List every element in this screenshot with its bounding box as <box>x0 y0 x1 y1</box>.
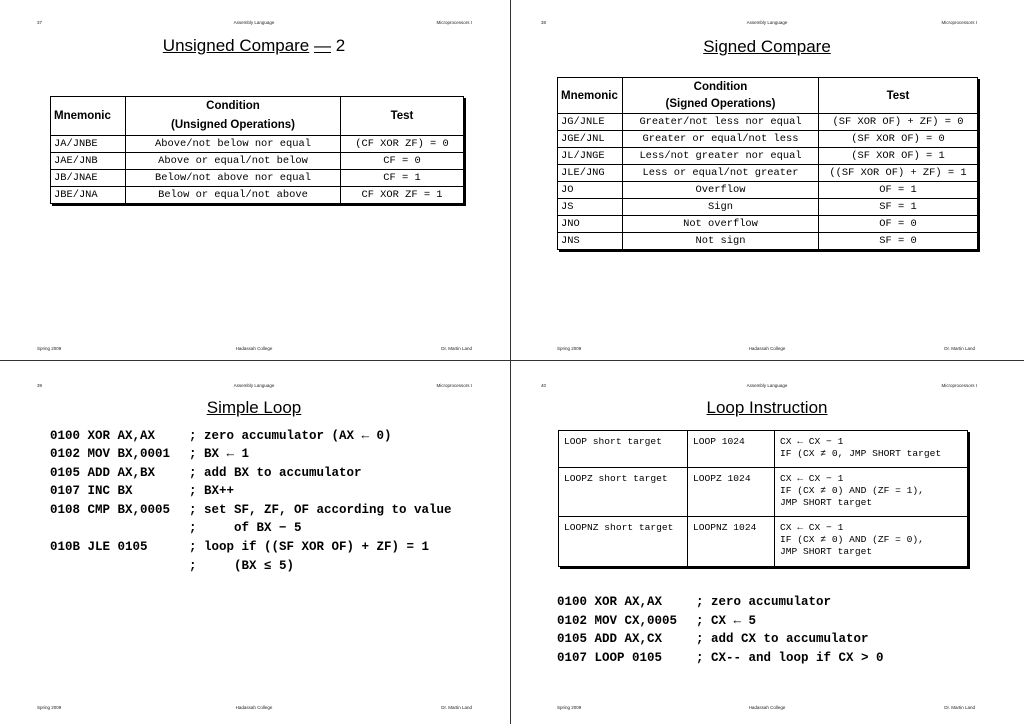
header-subject: Microprocessors I <box>941 383 977 388</box>
footer-author: Dr. Martin Land <box>944 705 975 710</box>
cell-effect: CX ← CX − 1 IF (CX ≠ 0, JMP SHORT target <box>775 431 968 468</box>
code-instruction: 0105 ADD AX,BX <box>50 466 156 480</box>
table-row <box>559 431 968 468</box>
cell-test: (SF XOR OF) = 0 <box>819 131 978 148</box>
table-row <box>559 517 968 567</box>
footer-author: Dr. Martin Land <box>441 346 472 351</box>
slide-title <box>513 398 1021 418</box>
code-instruction: 0102 MOV BX,0001 <box>50 447 171 461</box>
cell-condition: Above/not below nor equal <box>126 136 341 153</box>
condition-label: Condition <box>206 100 260 112</box>
condition-sub-label: (Unsigned Operations) <box>171 119 295 131</box>
horizontal-divider <box>0 360 1024 361</box>
cell-mnemonic: JB/JNAE <box>51 170 126 187</box>
footer-college: Hadassah College <box>748 346 786 351</box>
header-course: Assembly Language <box>233 20 275 25</box>
cell-example: LOOPZ 1024 <box>688 468 775 517</box>
cell-condition: Above or equal/not below <box>126 153 341 170</box>
cell-condition: Greater or equal/not less <box>623 131 819 148</box>
code-comment: ; BX ← 1 <box>189 447 250 461</box>
cell-test: SF = 1 <box>819 199 978 216</box>
cell-test: ((SF XOR OF) + ZF) = 1 <box>819 165 978 182</box>
cell-condition: Overflow <box>623 182 819 199</box>
table-row <box>51 136 464 153</box>
code-comment: ; BX++ <box>189 484 235 498</box>
cell-test: CF = 0 <box>341 153 464 170</box>
cell-syntax: LOOP short target <box>559 431 688 468</box>
code-instruction: 010B JLE 0105 <box>50 540 148 554</box>
table-row <box>558 199 978 216</box>
title-dash: — <box>314 36 331 55</box>
cell-test: OF = 0 <box>819 216 978 233</box>
code-instruction: 0107 INC BX <box>50 484 133 498</box>
signed-compare-table <box>557 77 978 250</box>
code-comment: ; CX-- and loop if CX > 0 <box>696 651 884 665</box>
slide-title <box>513 37 1021 57</box>
table-row <box>51 153 464 170</box>
cell-test: CF XOR ZF = 1 <box>341 187 464 204</box>
table-row <box>558 114 978 131</box>
cell-condition: Less/not greater nor equal <box>623 148 819 165</box>
col-header-test: Test <box>341 97 464 136</box>
cell-syntax: LOOPZ short target <box>559 468 688 517</box>
cell-condition: Sign <box>623 199 819 216</box>
code-instruction: 0105 ADD AX,CX <box>557 632 663 646</box>
table-row <box>559 468 968 517</box>
table-row <box>558 182 978 199</box>
title-text: Unsigned Compare <box>162 36 310 55</box>
code-instruction: 0102 MOV CX,0005 <box>557 614 678 628</box>
title-text: Loop Instruction <box>706 398 828 417</box>
page-number: 39 <box>37 383 43 388</box>
cell-test: OF = 1 <box>819 182 978 199</box>
code-instruction: 0100 XOR AX,AX <box>50 429 156 443</box>
code-comment: ; (BX ≤ 5) <box>189 559 295 573</box>
col-header-mnemonic: Mnemonic <box>558 78 623 114</box>
code-comment: ; CX ← 5 <box>696 614 757 628</box>
table-row <box>558 233 978 250</box>
code-comment: ; of BX − 5 <box>189 521 302 535</box>
code-comment: ; zero accumulator <box>696 595 832 609</box>
table-header-row <box>51 97 464 136</box>
col-header-mnemonic: Mnemonic <box>51 97 126 136</box>
code-listing <box>50 429 490 579</box>
table-row <box>558 131 978 148</box>
header-subject: Microprocessors I <box>941 20 977 25</box>
code-comment: ; add CX to accumulator <box>696 632 869 646</box>
title-text: Signed Compare <box>703 37 831 56</box>
cell-mnemonic: JGE/JNL <box>558 131 623 148</box>
footer-term: Spring 2009 <box>37 705 62 710</box>
cell-test: SF = 0 <box>819 233 978 250</box>
cell-mnemonic: JL/JNGE <box>558 148 623 165</box>
cell-condition: Below or equal/not above <box>126 187 341 204</box>
cell-example: LOOP 1024 <box>688 431 775 468</box>
footer-college: Hadassah College <box>235 705 273 710</box>
loop-instruction-table <box>558 430 968 567</box>
title-text: Simple Loop <box>206 398 302 417</box>
cell-condition: Not overflow <box>623 216 819 233</box>
table-row <box>51 187 464 204</box>
cell-mnemonic: JBE/JNA <box>51 187 126 204</box>
cell-mnemonic: JO <box>558 182 623 199</box>
code-listing <box>557 595 997 675</box>
slide-title <box>0 36 508 56</box>
code-comment: ; zero accumulator (AX ← 0) <box>189 429 392 443</box>
table-row <box>558 216 978 233</box>
cell-mnemonic: JNO <box>558 216 623 233</box>
col-header-condition <box>126 97 341 136</box>
condition-label: Condition <box>693 80 748 93</box>
slide-40 <box>513 363 1021 721</box>
header-course: Assembly Language <box>746 383 788 388</box>
page-number: 40 <box>541 383 547 388</box>
footer-author: Dr. Martin Land <box>441 705 472 710</box>
cell-syntax: LOOPNZ short target <box>559 517 688 567</box>
cell-test: (SF XOR OF) = 1 <box>819 148 978 165</box>
code-instruction: 0108 CMP BX,0005 <box>50 503 171 517</box>
header-course: Assembly Language <box>233 383 275 388</box>
footer-term: Spring 2009 <box>557 705 582 710</box>
table-row <box>558 148 978 165</box>
title-number: 2 <box>335 36 346 55</box>
unsigned-compare-table <box>50 96 464 204</box>
cell-mnemonic: JA/JNBE <box>51 136 126 153</box>
cell-test: (CF XOR ZF) = 0 <box>341 136 464 153</box>
condition-sub-label: (Signed Operations) <box>665 97 776 110</box>
cell-condition: Below/not above nor equal <box>126 170 341 187</box>
cell-condition: Less or equal/not greater <box>623 165 819 182</box>
vertical-divider <box>510 0 511 724</box>
cell-effect: CX ← CX − 1 IF (CX ≠ 0) AND (ZF = 0), JMP SHORT target <box>775 517 968 567</box>
page-number: 37 <box>37 20 43 25</box>
col-header-condition <box>623 78 819 114</box>
footer-author: Dr. Martin Land <box>944 346 975 351</box>
code-instruction: 0107 LOOP 0105 <box>557 651 663 665</box>
cell-mnemonic: JLE/JNG <box>558 165 623 182</box>
cell-test: (SF XOR OF) + ZF) = 0 <box>819 114 978 131</box>
table-row <box>558 165 978 182</box>
footer-term: Spring 2009 <box>37 346 62 351</box>
cell-example: LOOPNZ 1024 <box>688 517 775 567</box>
footer-term: Spring 2009 <box>557 346 582 351</box>
slide-38 <box>513 0 1021 358</box>
table-header-row <box>558 78 978 114</box>
code-comment: ; set SF, ZF, OF according to value <box>189 503 452 517</box>
cell-effect: CX ← CX − 1 IF (CX ≠ 0) AND (ZF = 1), JMP SHORT target <box>775 468 968 517</box>
col-header-test: Test <box>819 78 978 114</box>
cell-mnemonic: JAE/JNB <box>51 153 126 170</box>
cell-mnemonic: JG/JNLE <box>558 114 623 131</box>
cell-mnemonic: JS <box>558 199 623 216</box>
slide-title <box>0 398 508 418</box>
footer-college: Hadassah College <box>748 705 786 710</box>
header-subject: Microprocessors I <box>436 383 472 388</box>
code-instruction: 0100 XOR AX,AX <box>557 595 663 609</box>
header-course: Assembly Language <box>746 20 788 25</box>
cell-condition: Greater/not less nor equal <box>623 114 819 131</box>
code-comment: ; loop if ((SF XOR OF) + ZF) = 1 <box>189 540 430 554</box>
slide-39 <box>0 363 508 721</box>
table-row <box>51 170 464 187</box>
code-comment: ; add BX to accumulator <box>189 466 362 480</box>
cell-test: CF = 1 <box>341 170 464 187</box>
slide-37 <box>0 0 508 358</box>
cell-mnemonic: JNS <box>558 233 623 250</box>
footer-college: Hadassah College <box>235 346 273 351</box>
header-subject: Microprocessors I <box>436 20 472 25</box>
page-number: 38 <box>541 20 547 25</box>
cell-condition: Not sign <box>623 233 819 250</box>
